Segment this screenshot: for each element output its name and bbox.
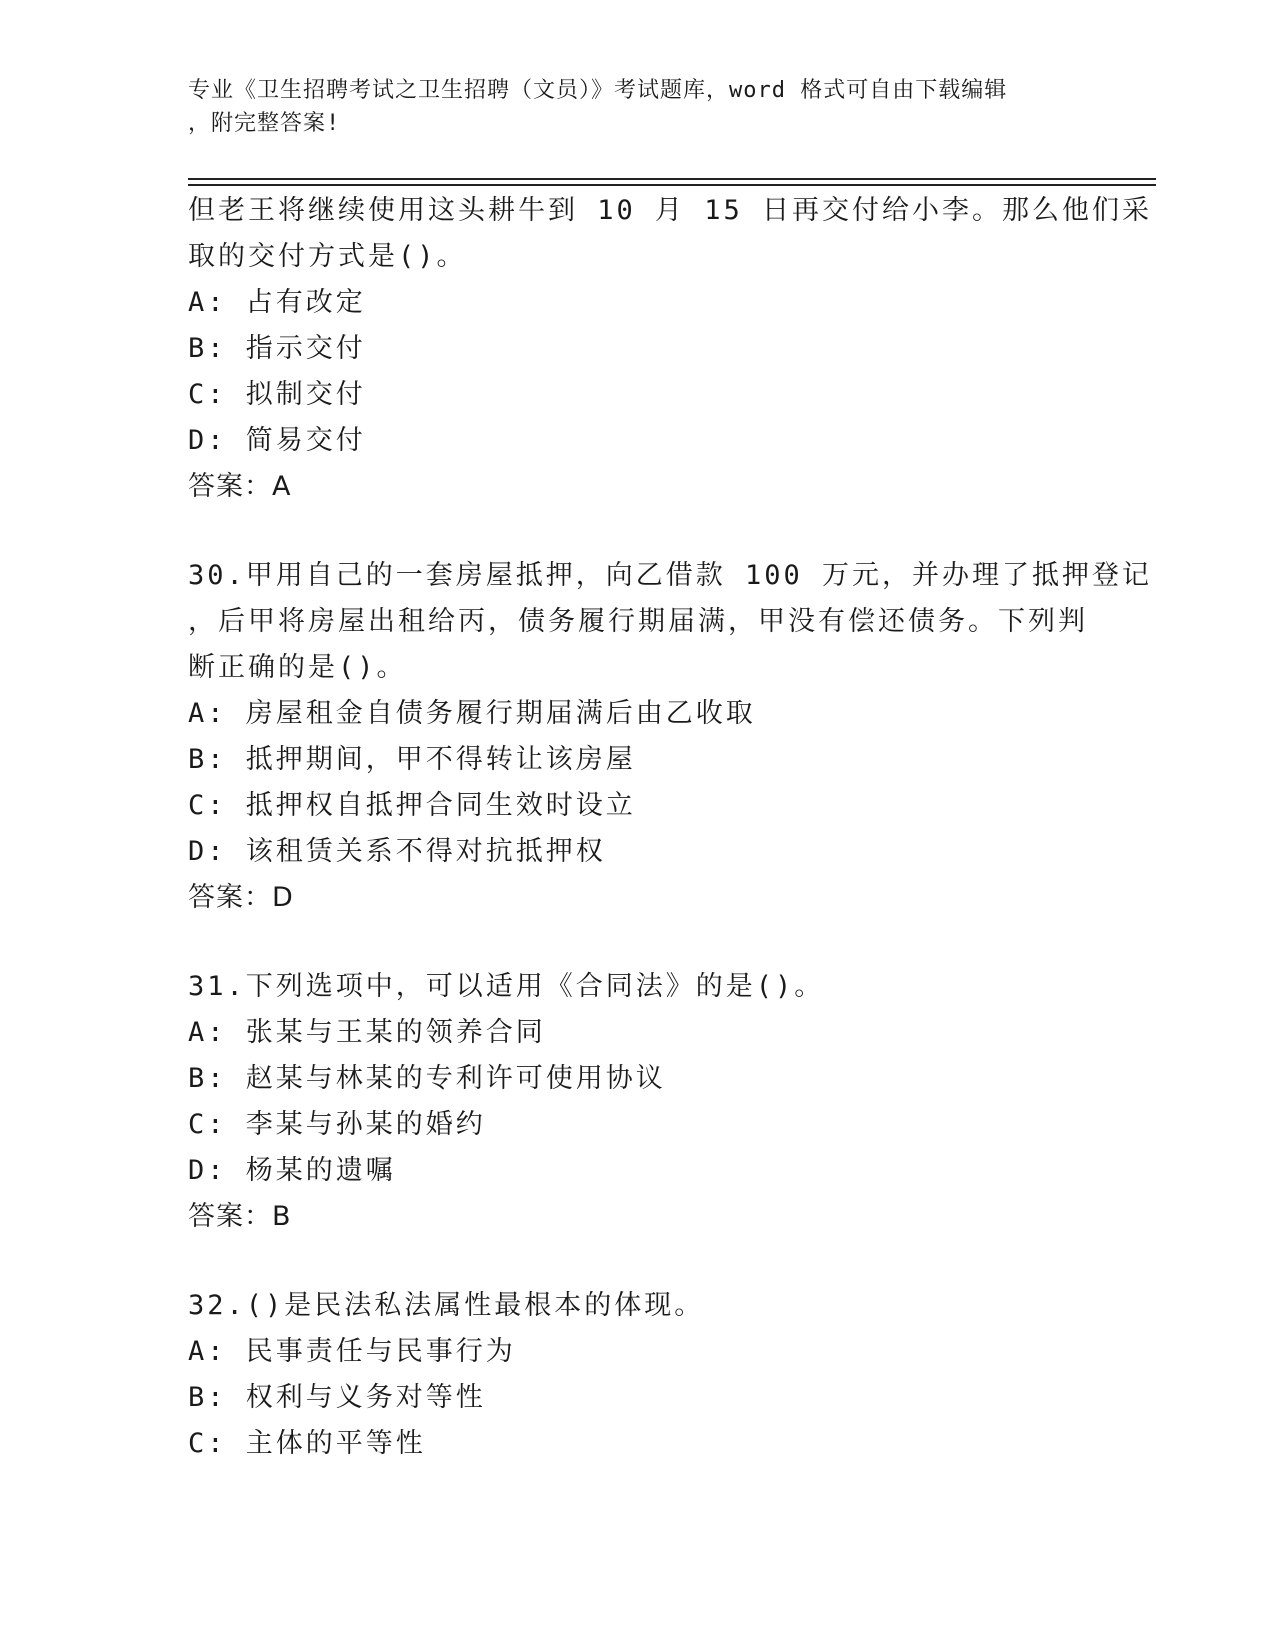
question-stem-line: 取的交付方式是()。 xyxy=(188,241,467,272)
answer-label: 答案：B xyxy=(188,1201,292,1232)
spacer xyxy=(188,510,1088,553)
question-stem-line: 30.甲用自己的一套房屋抵押，向乙借款 100 万元，并办理了抵押登记 xyxy=(188,560,1153,591)
option-c: C: 主体的平等性 xyxy=(188,1428,426,1459)
header-line-2: ，附完整答案! xyxy=(188,111,341,136)
option-b: B: 权利与义务对等性 xyxy=(188,1382,486,1413)
option-b: B: 赵某与林某的专利许可使用协议 xyxy=(188,1063,666,1094)
question-stem-line: 断正确的是()。 xyxy=(188,652,407,683)
option-a: A: 占有改定 xyxy=(188,287,366,318)
document-header xyxy=(188,74,1068,140)
spacer xyxy=(188,1240,1088,1283)
answer-label: 答案：A xyxy=(188,471,292,502)
option-a: A: 张某与王某的领养合同 xyxy=(188,1017,546,1048)
option-a: A: 民事责任与民事行为 xyxy=(188,1336,516,1367)
option-c: C: 李某与孙某的婚约 xyxy=(188,1109,486,1140)
question-32 xyxy=(188,1283,1088,1467)
question-stem-line: 32.()是民法私法属性最根本的体现。 xyxy=(188,1290,705,1321)
header-line-1: 专业《卫生招聘考试之卫生招聘（文员）》考试题库，word 格式可自由下载编辑 xyxy=(188,78,1008,103)
question-stem-line: 但老王将继续使用这头耕牛到 10 月 15 日再交付给小李。那么他们采 xyxy=(188,195,1153,226)
option-d: D: 该租赁关系不得对抗抵押权 xyxy=(188,836,606,867)
option-b: B: 抵押期间，甲不得转让该房屋 xyxy=(188,744,636,775)
option-c: C: 抵押权自抵押合同生效时设立 xyxy=(188,790,636,821)
option-d: D: 杨某的遗嘱 xyxy=(188,1155,396,1186)
option-b: B: 指示交付 xyxy=(188,333,366,364)
option-d: D: 简易交付 xyxy=(188,425,366,456)
question-stem-line: 31.下列选项中，可以适用《合同法》的是()。 xyxy=(188,971,825,1002)
question-list xyxy=(188,188,1153,1467)
header-divider-top xyxy=(188,178,1156,180)
question-stem-line: ，后甲将房屋出租给丙，债务履行期届满，甲没有偿还债务。下列判 xyxy=(188,606,1088,637)
option-a: A: 房屋租金自债务履行期届满后由乙收取 xyxy=(188,698,756,729)
header-divider-bottom xyxy=(188,184,1156,186)
question-29 xyxy=(188,188,1153,510)
question-31 xyxy=(188,964,1088,1240)
option-c: C: 拟制交付 xyxy=(188,379,366,410)
question-30 xyxy=(188,553,1153,921)
spacer xyxy=(188,921,1088,964)
answer-label: 答案：D xyxy=(188,882,294,913)
